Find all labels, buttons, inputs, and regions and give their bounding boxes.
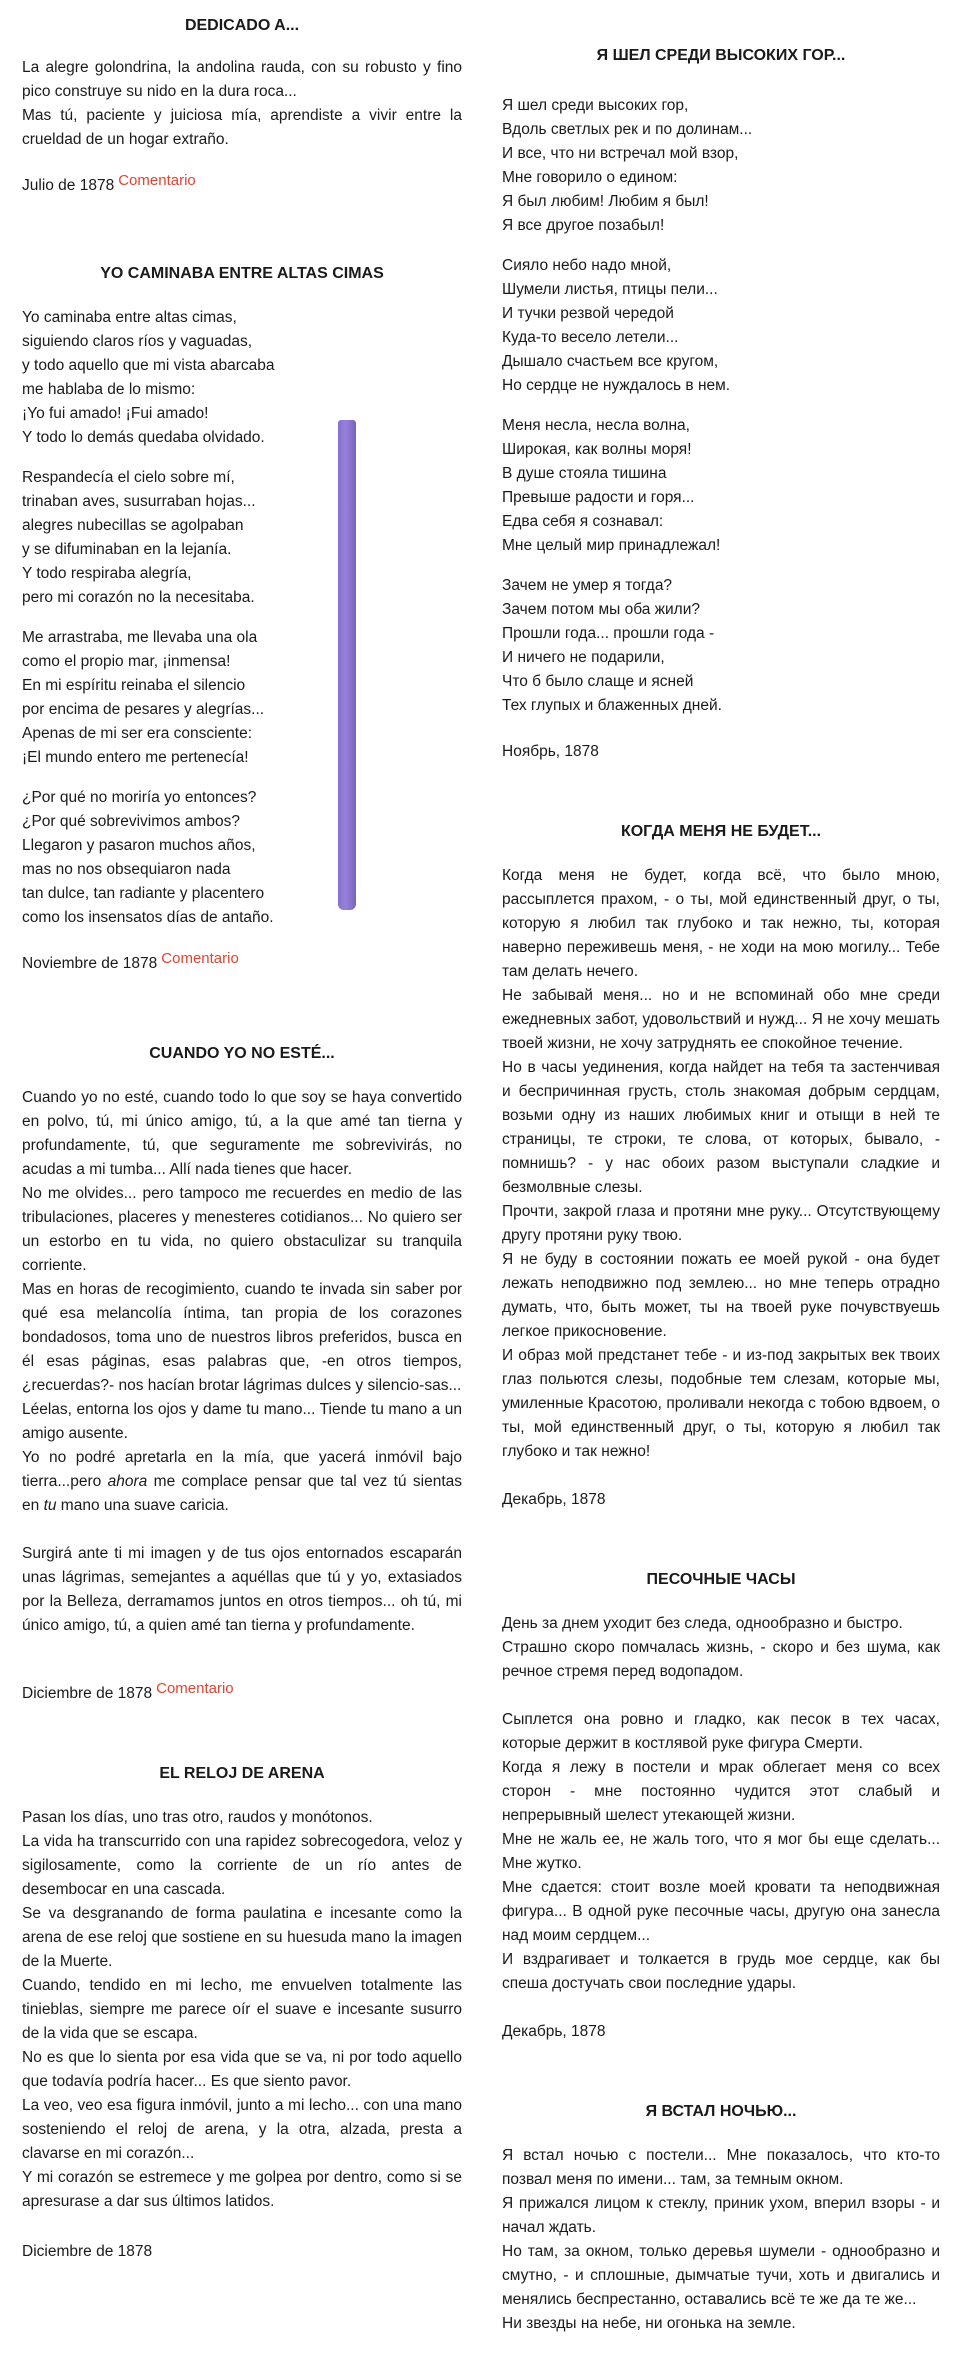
poem-title: КОГДА МЕНЯ НЕ БУДЕТ... <box>620 823 822 840</box>
poem-paragraph: Когда меня не будет, когда всё, что было мною, рассыплется прахом, - о ты, мой единственный друг, о ты, которую я любил так глубоко и так нежно, ты, которая наверно переживешь меня, - не ходи на мою могилу... Тебе там делать нечего. <box>502 867 940 980</box>
verse-line: mas no nos obsequiaron nada <box>22 861 231 878</box>
poem-shel <box>502 44 940 764</box>
verse-line: me hablaba de lo mismo: <box>22 381 196 398</box>
verse-line: como los insensatos días de antaño. <box>22 909 274 926</box>
verse-line: И все, что ни встречал мой взор, <box>502 145 739 162</box>
verse-line: Зачем не умер я тогда? <box>502 577 673 594</box>
verse-line: Превыше радости и горя... <box>502 489 695 506</box>
verse-line: En mi espíritu reinaba el silencio <box>22 677 246 694</box>
poem-paragraph: Сыплется она ровно и гладко, как песок в тех часах, которые держит в костлявой руке фигура Смерти. <box>502 1711 940 1752</box>
poem-paragraph: Ни звезды на небе, ни огонька на земле. <box>502 2315 796 2332</box>
verse-line: Шумели листья, птицы пели... <box>502 281 718 298</box>
verse-line: В душе стояла тишина <box>502 465 667 482</box>
poem-caminaba <box>22 262 462 976</box>
poem-paragraph: Léelas, entorna los ojos y dame tu mano... Tiende tu mano a un amigo ausente. <box>22 1401 462 1442</box>
verse-line: trinaban aves, susurraban hojas... <box>22 493 256 510</box>
poem-title: YO CAMINABA ENTRE ALTAS CIMAS <box>100 265 384 282</box>
verse-line: ¿Por qué no moriría yo entonces? <box>22 789 257 806</box>
verse-line: ¡Yo fui amado! ¡Fui amado! <box>22 405 209 422</box>
poem-paragraph: Y mi corazón se estremece y me golpea por dentro, como si se apresurase a dar sus últimos latidos. <box>22 2169 462 2210</box>
stanza <box>502 574 940 718</box>
text-emphasis: ahora <box>107 1473 148 1490</box>
stanza <box>22 466 462 610</box>
verse-line: y se difuminaban en la lejanía. <box>22 541 232 558</box>
poem-title: Я ВСТАЛ НОЧЬЮ... <box>645 2103 797 2120</box>
poem-date <box>22 2240 462 2264</box>
verse-line: И ничего не подарили, <box>502 649 665 666</box>
verse-line: Сияло небо надо мной, <box>502 257 672 274</box>
stanza <box>22 306 462 450</box>
poem-paragraph: Мне не жаль ее, не жаль того, что я мог бы еще сделать... Мне жутко. <box>502 1831 940 1872</box>
poem-date: Ноябрь, 1878 <box>502 743 599 760</box>
verse-line: Я был любим! Любим я был! <box>502 193 709 210</box>
verse-line: Y todo lo demás quedaba olvidado. <box>22 429 265 446</box>
verse-line: Apenas de mi ser era consciente: <box>22 725 253 742</box>
poem-paragraph: Pasan los días, uno tras otro, raudos y monótonos. <box>22 1809 373 1826</box>
text-run: mano una suave caricia. <box>56 1497 229 1514</box>
poem-paragraph: Cuando yo no esté, cuando todo lo que soy se haya convertido en polvo, tú, mi único amigo, tú, a la que amé tan tierna y profundamente, tú, que seguramente me sobrevivirás, no acudas a mi tumba... Allí nada tienes que hacer. <box>22 1089 462 1178</box>
poem-cuando <box>22 1042 462 1706</box>
poem-paragraph: Cuando, tendido en mi lecho, me envuelven totalmente las tinieblas, siempre me parece oír el suave e incesante susurro de la vida que se escapa. <box>22 1977 462 2042</box>
stanza <box>502 414 940 558</box>
verse-line: Respandecía el cielo sobre mí, <box>22 469 235 486</box>
verse-line: ¡El mundo entero me pertenecía! <box>22 749 249 766</box>
poem-paragraph: И образ мой предстанет тебе - и из-под закрытых век твоих глаз польются слезы, подобные тем слезам, которые мы, умиленные Красотою, проливали некогда с тобою вдвоем, о ты, мой единственный друг, о ты, которую я любил так глубоко и так нежно! <box>502 1347 940 1460</box>
verse-line: Llegaron y pasaron muchos años, <box>22 837 256 854</box>
verse-line: Дышало счастьем все кругом, <box>502 353 719 370</box>
verse-line: И тучки резвой чередой <box>502 305 674 322</box>
stanza <box>502 254 940 398</box>
verse-line: Мне говорило о едином: <box>502 169 678 186</box>
verse-line: ¿Por qué sobrevivimos ambos? <box>22 813 240 830</box>
poem-paragraph: Mas tú, paciente y juiciosa mía, aprendiste a vivir entre la crueldad de un hogar extraño. <box>22 107 462 148</box>
verse-line: Что б было слаще и ясней <box>502 673 694 690</box>
poem-paragraph: Я не буду в состоянии пожать ее моей рукой - она будет лежать неподвижно под землею... но мне теперь отрадно думать, что, быть может, ты на твоей руке почувствуешь легкое прикосновение. <box>502 1251 940 1340</box>
text-emphasis: tu <box>43 1497 57 1514</box>
verse-line: Куда-то весело летели... <box>502 329 679 346</box>
text-run: me complace pensar que tal vez tú sientas en <box>22 1473 462 1514</box>
poem-paragraph: День за днем уходит без следа, однообразно и быстро. <box>502 1615 903 1632</box>
poem-chasy <box>502 1568 940 2044</box>
date-text: Julio de 1878 <box>22 177 115 194</box>
verse-line: como el propio mar, ¡inmensa! <box>22 653 231 670</box>
poem-date: Декабрь, 1878 <box>502 1491 606 1508</box>
poem-paragraph: Я встал ночью с постели... Мне показалось, что кто-то позвал меня по имени... там, за темным окном. <box>502 2147 940 2188</box>
verse-line: pero mi corazón no la necesitaba. <box>22 589 255 606</box>
poem-paragraph: Когда я лежу в постели и мрак облегает меня со всех сторон - мне постоянно чудится этот слабый и непрерывный шелест утекающей жизни. <box>502 1759 940 1824</box>
verse-line: Но сердце не нуждалось в нем. <box>502 377 731 394</box>
poem-paragraph: La vida ha transcurrido con una rapidez sobrecogedora, veloz y sigilosamente, como la corriente de un río antes de desembocar en una cascada. <box>22 1833 462 1898</box>
poem-kogda <box>502 820 940 1512</box>
poem-paragraph: Но там, за окном, только деревья шумели - однообразно и смутно, - и сплошные, дымчатые тучи, хоть и двигались и менялись беспрестанно, оставались всё те же да те же... <box>502 2243 940 2308</box>
date-text: Diciembre de 1878 <box>22 1685 153 1702</box>
verse-line: y todo aquello que mi vista abarcaba <box>22 357 275 374</box>
poem-paragraph: Я прижался лицом к стеклу, приник ухом, вперил взоры - и начал ждать. <box>502 2195 940 2236</box>
poem-paragraph <box>22 1446 462 1518</box>
poem-paragraph: Se va desgranando de forma paulatina e incesante como la arena de ese reloj que sostiene en su huesuda mano la imagen de la Muerte. <box>22 1905 462 1970</box>
verse-line: Yo caminaba entre altas cimas, <box>22 309 237 326</box>
verse-line: Прошли года... прошли года - <box>502 625 715 642</box>
text-run: Yo no podré apretarla en la mía, que yacerá inmóvil bajo tierra...pero <box>22 1449 462 1490</box>
poem-paragraph: Но в часы уединения, когда найдет на тебя та застенчивая и беспричинная грусть, столь знакомая добрым сердцам, возьми одну из наших любимых книг и отыщи в ней те страницы, те строки, те слова, от которых, бывало, - помнишь? - у нас обоих разом выступали сладкие и безмолвные слезы. <box>502 1059 940 1196</box>
comment-link[interactable]: Comentario <box>156 1680 234 1697</box>
date-text: Diciembre de 1878 <box>22 2243 153 2260</box>
poem-vstal <box>502 2100 940 2336</box>
verse-line: Мне целый мир принадлежал! <box>502 537 721 554</box>
verse-line: Меня несла, несла волна, <box>502 417 690 434</box>
verse-line: siguiendo claros ríos y vaguadas, <box>22 333 253 350</box>
poem-paragraph: La veo, veo esa figura inmóvil, junto a mi lecho... con una mano sosteniendo el reloj de arena, y la otra, alzada, presta a clavarse en mi corazón... <box>22 2097 462 2162</box>
poem-paragraph: No me olvides... pero tampoco me recuerdes en medio de las tribulaciones, placeres y menesteres cotidianos... No quiero ser un estorbo en tu vida, no quiero obstaculizar su tranquila corriente. <box>22 1185 462 1274</box>
poem-paragraph: Страшно скоро помчалась жизнь, - скоро и без шума, как речное стремя перед водопадом. <box>502 1639 940 1680</box>
poem-paragraph: Прочти, закрой глаза и протяни мне руку... Отсутствующему другу протяни руку твою. <box>502 1203 940 1244</box>
poem-title: DEDICADO A... <box>184 17 300 34</box>
verse-line: Я все другое позабыл! <box>502 217 665 234</box>
verse-line: Широкая, как волны моря! <box>502 441 692 458</box>
poem-date <box>22 1682 462 1706</box>
date-text: Noviembre de 1878 <box>22 955 158 972</box>
verse-line: Me arrastraba, me llevaba una ola <box>22 629 258 646</box>
poem-date <box>22 952 462 976</box>
poem-paragraph: La alegre golondrina, la andolina rauda, con su robusto y fino pico construye su nido en la dura roca... <box>22 59 462 100</box>
poem-paragraph: Мне сдается: стоит возле моей кровати та неподвижная фигура... В одной руке песочные часы, другую она занесла над моим сердцем... <box>502 1879 940 1944</box>
poem-title: EL RELOJ DE ARENA <box>159 1765 325 1782</box>
verse-line: Я шел среди высоких гор, <box>502 97 689 114</box>
poem-title: Я ШЕЛ СРЕДИ ВЫСОКИХ ГОР... <box>596 47 846 64</box>
verse-line: Тех глупых и блаженных дней. <box>502 697 722 714</box>
spanish-column <box>22 0 462 2264</box>
poem-title: CUANDO YO NO ESTÉ... <box>149 1045 335 1062</box>
verse-line: por encima de pesares y alegrías... <box>22 701 265 718</box>
poem-paragraph: Surgirá ante ti mi imagen y de tus ojos entornados escaparán unas lágrimas, semejantes a aquéllas que tú y yo, extasiados por la Belleza, derramamos juntos en otros tiempos... oh tú, mi único amigo, tú, a quien amé tan tierna y profundamente. <box>22 1545 462 1634</box>
stanza <box>22 786 462 930</box>
comment-link[interactable]: Comentario <box>118 172 196 189</box>
verse-line: Вдоль светлых рек и по долинам... <box>502 121 753 138</box>
verse-line: Зачем потом мы оба жили? <box>502 601 701 618</box>
comment-link[interactable]: Comentario <box>161 950 239 967</box>
poem-date: Декабрь, 1878 <box>502 2023 606 2040</box>
poem-paragraph: No es que lo sienta por esa vida que se va, ni por todo aquello que todavía podría hacer... Es que siento pavor. <box>22 2049 462 2090</box>
verse-line: tan dulce, tan radiante y placentero <box>22 885 265 902</box>
poem-paragraph: Не забывай меня... но и не вспоминай обо мне среди ежедневных забот, удовольствий и нужд... Я не хочу мешать твоей жизни, не хочу затруднять ее спокойное течение. <box>502 987 940 1052</box>
verse-line: Едва себя я сознавал: <box>502 513 664 530</box>
poem-reloj <box>22 1762 462 2264</box>
stanza <box>22 626 462 770</box>
verse-line: Y todo respiraba alegría, <box>22 565 192 582</box>
poem-paragraph: И вздрагивает и толкается в грудь мое сердце, как бы спеша достучать свои последние удары. <box>502 1951 940 1992</box>
poem-title: ПЕСОЧНЫЕ ЧАСЫ <box>646 1571 796 1588</box>
poem-dedicado <box>22 14 462 198</box>
russian-column <box>502 0 940 2336</box>
poem-paragraph: Mas en horas de recogimiento, cuando te invada sin saber por qué esa melancolía íntima, tan propia de los corazones bondadosos, toma uno de nuestros libros preferidos, busca en él esas páginas, esas palabras que, -en otros tiempos, ¿recuerdas?- nos hacían brotar lágrimas dulces y silencio-sas... <box>22 1281 462 1394</box>
verse-line: alegres nubecillas se agolpaban <box>22 517 244 534</box>
stanza <box>502 94 940 238</box>
poem-date <box>22 174 462 198</box>
